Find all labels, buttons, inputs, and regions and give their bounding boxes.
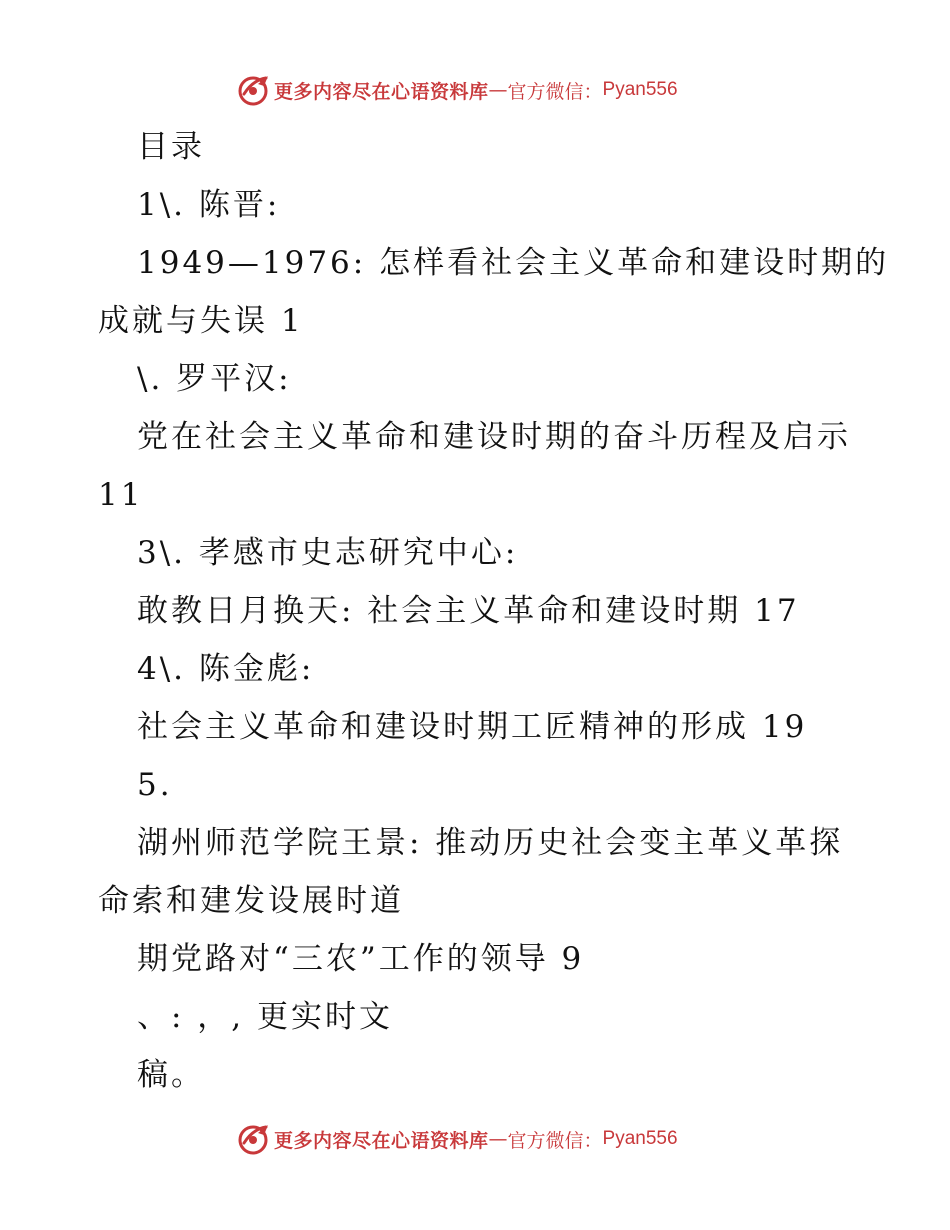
banner-main-text: 更多内容尽在心语资料库 bbox=[274, 1129, 489, 1152]
ribbon-pen-icon bbox=[236, 72, 272, 108]
toc-line: 湖州师范学院王景: 推动历史社会变主革义革探 bbox=[137, 825, 844, 861]
toc-line: 党在社会主义革命和建设时期的奋斗历程及启示 bbox=[137, 419, 851, 455]
toc-line: 3\. 孝感市史志研究中心: bbox=[137, 535, 519, 571]
banner-secondary-text: 官方微信： bbox=[507, 80, 603, 103]
footer-watermark-banner bbox=[236, 1121, 678, 1157]
document-title: 目录 bbox=[137, 129, 205, 165]
ribbon-pen-icon bbox=[236, 1121, 272, 1157]
toc-line: 11 bbox=[98, 477, 144, 513]
toc-line: 4\. 陈金彪: bbox=[137, 651, 315, 687]
banner-wechat-id: Pyan556 bbox=[602, 1128, 678, 1149]
toc-line: 社会主义革命和建设时期工匠精神的形成 19 bbox=[137, 709, 808, 745]
toc-line: 期党路对“三农”工作的领导 9 bbox=[137, 941, 585, 977]
toc-line: 成就与失误 1 bbox=[98, 303, 304, 339]
toc-line: 1\. 陈晋: bbox=[137, 187, 281, 223]
header-watermark-banner bbox=[236, 72, 678, 108]
banner-dash: — bbox=[488, 79, 508, 101]
toc-line: 命索和建发设展时道 bbox=[98, 883, 404, 919]
toc-line: \. 罗平汉: bbox=[137, 361, 292, 397]
banner-wechat-id: Pyan556 bbox=[602, 79, 678, 100]
toc-line: 稿。 bbox=[137, 1057, 205, 1093]
toc-line: 1949—1976: 怎样看社会主义革命和建设时期的 bbox=[137, 245, 890, 281]
toc-line: 敢教日月换天: 社会主义革命和建设时期 17 bbox=[137, 593, 800, 629]
toc-line: 5. bbox=[137, 767, 173, 803]
toc-line: 、: ，, 更实时文 bbox=[137, 999, 394, 1035]
banner-dash: — bbox=[488, 1128, 508, 1150]
banner-secondary-text: 官方微信： bbox=[507, 1129, 603, 1152]
banner-main-text: 更多内容尽在心语资料库 bbox=[274, 80, 489, 103]
